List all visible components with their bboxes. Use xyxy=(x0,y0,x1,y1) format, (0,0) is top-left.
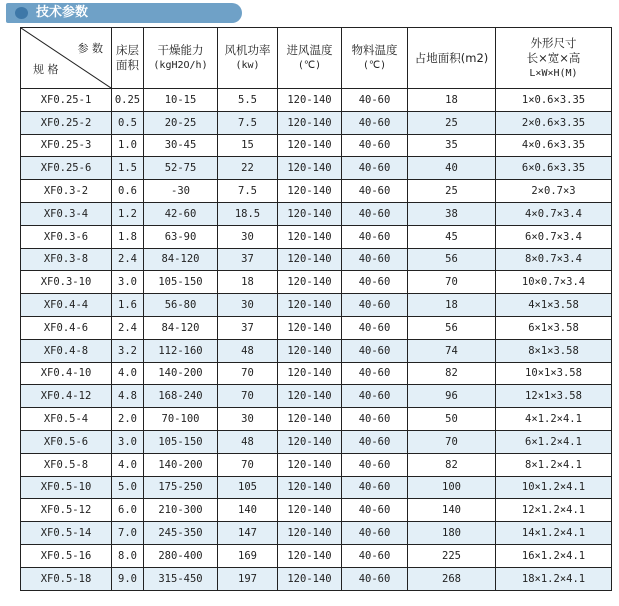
drying-capacity-cell: 168-240 xyxy=(144,385,218,408)
inlet-temp-cell: 120-140 xyxy=(278,522,342,545)
table-row xyxy=(21,225,612,248)
material-temp-cell: 40-60 xyxy=(342,408,408,431)
table-row xyxy=(21,294,612,317)
diagonal-line xyxy=(21,28,111,88)
inlet-temp-cell: 120-140 xyxy=(278,567,342,590)
inlet-temp-cell: 120-140 xyxy=(278,180,342,203)
floor-area-cell: 18 xyxy=(408,294,496,317)
model-cell: XF0.4-8 xyxy=(21,339,112,362)
model-cell: XF0.25-6 xyxy=(21,157,112,180)
corner-header-cell xyxy=(21,28,112,89)
bed-area-cell: 1.5 xyxy=(112,157,144,180)
model-cell: XF0.3-8 xyxy=(21,248,112,271)
bed-area-cell: 0.25 xyxy=(112,89,144,112)
column-header-label: 物料温度 xyxy=(351,43,398,57)
bed-area-cell: 9.0 xyxy=(112,567,144,590)
dimensions-cell: 4×0.6×3.35 xyxy=(496,134,612,157)
inlet-temp-cell: 120-140 xyxy=(278,385,342,408)
drying-capacity-cell: 70-100 xyxy=(144,408,218,431)
fan-power-cell: 147 xyxy=(218,522,278,545)
material-temp-cell: 40-60 xyxy=(342,567,408,590)
column-header-label: 干燥能力 xyxy=(157,43,204,57)
inlet-temp-cell: 120-140 xyxy=(278,476,342,499)
material-temp-cell: 40-60 xyxy=(342,476,408,499)
table-row xyxy=(21,408,612,431)
floor-area-cell: 56 xyxy=(408,316,496,339)
spec-table xyxy=(20,27,612,591)
drying-capacity-cell: 112-160 xyxy=(144,339,218,362)
table-row xyxy=(21,248,612,271)
drying-capacity-cell: 84-120 xyxy=(144,316,218,339)
inlet-temp-cell: 120-140 xyxy=(278,339,342,362)
bed-area-cell: 4.0 xyxy=(112,453,144,476)
table-row xyxy=(21,316,612,339)
model-cell: XF0.25-1 xyxy=(21,89,112,112)
model-cell: XF0.4-4 xyxy=(21,294,112,317)
dimensions-cell: 18×1.2×4.1 xyxy=(496,567,612,590)
inlet-temp-cell: 120-140 xyxy=(278,225,342,248)
bed-area-cell: 2.4 xyxy=(112,316,144,339)
material-temp-cell: 40-60 xyxy=(342,89,408,112)
floor-area-cell: 74 xyxy=(408,339,496,362)
corner-label-params: 参 数 xyxy=(77,42,103,55)
floor-area-cell: 268 xyxy=(408,567,496,590)
table-row xyxy=(21,202,612,225)
section-title: 技术参数 xyxy=(36,5,89,20)
floor-area-cell: 18 xyxy=(408,89,496,112)
table-row xyxy=(21,499,612,522)
inlet-temp-cell: 120-140 xyxy=(278,248,342,271)
drying-capacity-cell: 140-200 xyxy=(144,453,218,476)
drying-capacity-cell: 280-400 xyxy=(144,544,218,567)
fan-power-cell: 18 xyxy=(218,271,278,294)
floor-area-cell: 45 xyxy=(408,225,496,248)
model-cell: XF0.4-6 xyxy=(21,316,112,339)
fan-power-cell: 18.5 xyxy=(218,202,278,225)
table-row xyxy=(21,567,612,590)
bed-area-cell: 1.8 xyxy=(112,225,144,248)
dimensions-cell: 12×1×3.58 xyxy=(496,385,612,408)
dimensions-cell: 8×0.7×3.4 xyxy=(496,248,612,271)
fan-power-cell: 48 xyxy=(218,339,278,362)
dimensions-cell: 16×1.2×4.1 xyxy=(496,544,612,567)
material-temp-cell: 40-60 xyxy=(342,271,408,294)
dimensions-cell: 4×0.7×3.4 xyxy=(496,202,612,225)
column-header-label: 进风温度 xyxy=(286,43,333,57)
inlet-temp-cell: 120-140 xyxy=(278,134,342,157)
bed-area-cell: 7.0 xyxy=(112,522,144,545)
table-row xyxy=(21,180,612,203)
floor-area-cell: 96 xyxy=(408,385,496,408)
material-temp-cell: 40-60 xyxy=(342,499,408,522)
inlet-temp-cell: 120-140 xyxy=(278,202,342,225)
dimensions-cell: 10×1×3.58 xyxy=(496,362,612,385)
title-bullet-icon xyxy=(15,7,28,19)
bed-area-cell: 0.6 xyxy=(112,180,144,203)
drying-capacity-cell: 52-75 xyxy=(144,157,218,180)
material-temp-cell: 40-60 xyxy=(342,294,408,317)
dimensions-cell: 8×1.2×4.1 xyxy=(496,453,612,476)
floor-area-cell: 82 xyxy=(408,362,496,385)
material-temp-cell: 40-60 xyxy=(342,157,408,180)
fan-power-cell: 22 xyxy=(218,157,278,180)
drying-capacity-cell: 30-45 xyxy=(144,134,218,157)
drying-capacity-cell: 56-80 xyxy=(144,294,218,317)
fan-power-cell: 70 xyxy=(218,385,278,408)
column-header xyxy=(496,28,612,89)
bed-area-cell: 5.0 xyxy=(112,476,144,499)
bed-area-cell: 4.8 xyxy=(112,385,144,408)
bed-area-cell: 3.0 xyxy=(112,271,144,294)
floor-area-cell: 25 xyxy=(408,180,496,203)
inlet-temp-cell: 120-140 xyxy=(278,430,342,453)
material-temp-cell: 40-60 xyxy=(342,544,408,567)
material-temp-cell: 40-60 xyxy=(342,202,408,225)
fan-power-cell: 70 xyxy=(218,453,278,476)
column-header-label: 外形尺寸 xyxy=(530,35,577,50)
model-cell: XF0.25-2 xyxy=(21,111,112,134)
material-temp-cell: 40-60 xyxy=(342,248,408,271)
drying-capacity-cell: 175-250 xyxy=(144,476,218,499)
inlet-temp-cell: 120-140 xyxy=(278,157,342,180)
model-cell: XF0.4-12 xyxy=(21,385,112,408)
model-cell: XF0.3-10 xyxy=(21,271,112,294)
bed-area-cell: 3.2 xyxy=(112,339,144,362)
bed-area-cell: 1.6 xyxy=(112,294,144,317)
fan-power-cell: 37 xyxy=(218,248,278,271)
model-cell: XF0.5-8 xyxy=(21,453,112,476)
floor-area-cell: 180 xyxy=(408,522,496,545)
drying-capacity-cell: 245-350 xyxy=(144,522,218,545)
fan-power-cell: 169 xyxy=(218,544,278,567)
column-header xyxy=(342,28,408,89)
bed-area-cell: 2.4 xyxy=(112,248,144,271)
table-row xyxy=(21,430,612,453)
drying-capacity-cell: 10-15 xyxy=(144,89,218,112)
column-header-unit: (℃) xyxy=(297,60,322,71)
model-cell: XF0.5-12 xyxy=(21,499,112,522)
floor-area-cell: 35 xyxy=(408,134,496,157)
fan-power-cell: 30 xyxy=(218,225,278,248)
bed-area-cell: 1.0 xyxy=(112,134,144,157)
fan-power-cell: 197 xyxy=(218,567,278,590)
fan-power-cell: 7.5 xyxy=(218,180,278,203)
table-row xyxy=(21,362,612,385)
drying-capacity-cell: 105-150 xyxy=(144,271,218,294)
table-row xyxy=(21,522,612,545)
column-header xyxy=(408,28,496,89)
bed-area-cell: 3.0 xyxy=(112,430,144,453)
floor-area-cell: 40 xyxy=(408,157,496,180)
material-temp-cell: 40-60 xyxy=(342,134,408,157)
table-row xyxy=(21,157,612,180)
floor-area-cell: 38 xyxy=(408,202,496,225)
inlet-temp-cell: 120-140 xyxy=(278,499,342,522)
column-header-unit-2: L×W×H(M) xyxy=(529,67,578,79)
fan-power-cell: 30 xyxy=(218,294,278,317)
model-cell: XF0.5-10 xyxy=(21,476,112,499)
model-cell: XF0.3-6 xyxy=(21,225,112,248)
inlet-temp-cell: 120-140 xyxy=(278,271,342,294)
dimensions-cell: 14×1.2×4.1 xyxy=(496,522,612,545)
column-header-label: 占地面积(m2) xyxy=(414,50,489,65)
corner-label-spec: 规 格 xyxy=(33,63,59,76)
drying-capacity-cell: 42-60 xyxy=(144,202,218,225)
drying-capacity-cell: 105-150 xyxy=(144,430,218,453)
model-cell: XF0.3-2 xyxy=(21,180,112,203)
table-row xyxy=(21,89,612,112)
section-title-bar xyxy=(6,3,242,23)
table-row xyxy=(21,111,612,134)
floor-area-cell: 225 xyxy=(408,544,496,567)
material-temp-cell: 40-60 xyxy=(342,339,408,362)
table-row xyxy=(21,271,612,294)
drying-capacity-cell: 140-200 xyxy=(144,362,218,385)
inlet-temp-cell: 120-140 xyxy=(278,294,342,317)
bed-area-cell: 0.5 xyxy=(112,111,144,134)
dimensions-cell: 2×0.7×3 xyxy=(496,180,612,203)
floor-area-cell: 50 xyxy=(408,408,496,431)
material-temp-cell: 40-60 xyxy=(342,316,408,339)
inlet-temp-cell: 120-140 xyxy=(278,544,342,567)
column-header-unit: (℃) xyxy=(362,60,387,71)
drying-capacity-cell: 210-300 xyxy=(144,499,218,522)
table-body xyxy=(21,89,612,591)
dimensions-cell: 12×1.2×4.1 xyxy=(496,499,612,522)
floor-area-cell: 56 xyxy=(408,248,496,271)
dimensions-cell: 2×0.6×3.35 xyxy=(496,111,612,134)
fan-power-cell: 105 xyxy=(218,476,278,499)
column-header xyxy=(218,28,278,89)
column-header-label: 床层面积 xyxy=(116,43,139,72)
table-header-row xyxy=(21,28,612,89)
inlet-temp-cell: 120-140 xyxy=(278,362,342,385)
material-temp-cell: 40-60 xyxy=(342,225,408,248)
material-temp-cell: 40-60 xyxy=(342,430,408,453)
fan-power-cell: 15 xyxy=(218,134,278,157)
fan-power-cell: 5.5 xyxy=(218,89,278,112)
dimensions-cell: 6×0.6×3.35 xyxy=(496,157,612,180)
fan-power-cell: 37 xyxy=(218,316,278,339)
inlet-temp-cell: 120-140 xyxy=(278,453,342,476)
bed-area-cell: 4.0 xyxy=(112,362,144,385)
drying-capacity-cell: -30 xyxy=(144,180,218,203)
fan-power-cell: 30 xyxy=(218,408,278,431)
material-temp-cell: 40-60 xyxy=(342,362,408,385)
dimensions-cell: 6×0.7×3.4 xyxy=(496,225,612,248)
fan-power-cell: 7.5 xyxy=(218,111,278,134)
fan-power-cell: 140 xyxy=(218,499,278,522)
floor-area-cell: 25 xyxy=(408,111,496,134)
inlet-temp-cell: 120-140 xyxy=(278,89,342,112)
material-temp-cell: 40-60 xyxy=(342,522,408,545)
model-cell: XF0.5-14 xyxy=(21,522,112,545)
inlet-temp-cell: 120-140 xyxy=(278,408,342,431)
floor-area-cell: 70 xyxy=(408,430,496,453)
drying-capacity-cell: 20-25 xyxy=(144,111,218,134)
dimensions-cell: 4×1.2×4.1 xyxy=(496,408,612,431)
model-cell: XF0.5-6 xyxy=(21,430,112,453)
table-row xyxy=(21,339,612,362)
dimensions-cell: 10×0.7×3.4 xyxy=(496,271,612,294)
fan-power-cell: 70 xyxy=(218,362,278,385)
drying-capacity-cell: 84-120 xyxy=(144,248,218,271)
column-header xyxy=(278,28,342,89)
table-row xyxy=(21,544,612,567)
column-header-unit: 长×宽×高 xyxy=(526,50,581,65)
bed-area-cell: 1.2 xyxy=(112,202,144,225)
material-temp-cell: 40-60 xyxy=(342,385,408,408)
material-temp-cell: 40-60 xyxy=(342,453,408,476)
drying-capacity-cell: 315-450 xyxy=(144,567,218,590)
model-cell: XF0.5-4 xyxy=(21,408,112,431)
column-header-unit: (kgH2O/h) xyxy=(153,60,208,71)
dimensions-cell: 6×1.2×4.1 xyxy=(496,430,612,453)
floor-area-cell: 100 xyxy=(408,476,496,499)
floor-area-cell: 140 xyxy=(408,499,496,522)
inlet-temp-cell: 120-140 xyxy=(278,111,342,134)
inlet-temp-cell: 120-140 xyxy=(278,316,342,339)
bed-area-cell: 8.0 xyxy=(112,544,144,567)
dimensions-cell: 6×1×3.58 xyxy=(496,316,612,339)
column-header-unit: (kw) xyxy=(235,60,260,71)
dimensions-cell: 8×1×3.58 xyxy=(496,339,612,362)
material-temp-cell: 40-60 xyxy=(342,111,408,134)
table-row xyxy=(21,453,612,476)
dimensions-cell: 1×0.6×3.35 xyxy=(496,89,612,112)
table-row xyxy=(21,476,612,499)
model-cell: XF0.3-4 xyxy=(21,202,112,225)
drying-capacity-cell: 63-90 xyxy=(144,225,218,248)
fan-power-cell: 48 xyxy=(218,430,278,453)
model-cell: XF0.4-10 xyxy=(21,362,112,385)
material-temp-cell: 40-60 xyxy=(342,180,408,203)
model-cell: XF0.5-16 xyxy=(21,544,112,567)
floor-area-cell: 82 xyxy=(408,453,496,476)
floor-area-cell: 70 xyxy=(408,271,496,294)
model-cell: XF0.25-3 xyxy=(21,134,112,157)
dimensions-cell: 10×1.2×4.1 xyxy=(496,476,612,499)
column-header-label: 风机功率 xyxy=(224,43,271,57)
table-row xyxy=(21,134,612,157)
bed-area-cell: 2.0 xyxy=(112,408,144,431)
column-header xyxy=(144,28,218,89)
table-row xyxy=(21,385,612,408)
column-header xyxy=(112,28,144,89)
model-cell: XF0.5-18 xyxy=(21,567,112,590)
bed-area-cell: 6.0 xyxy=(112,499,144,522)
dimensions-cell: 4×1×3.58 xyxy=(496,294,612,317)
